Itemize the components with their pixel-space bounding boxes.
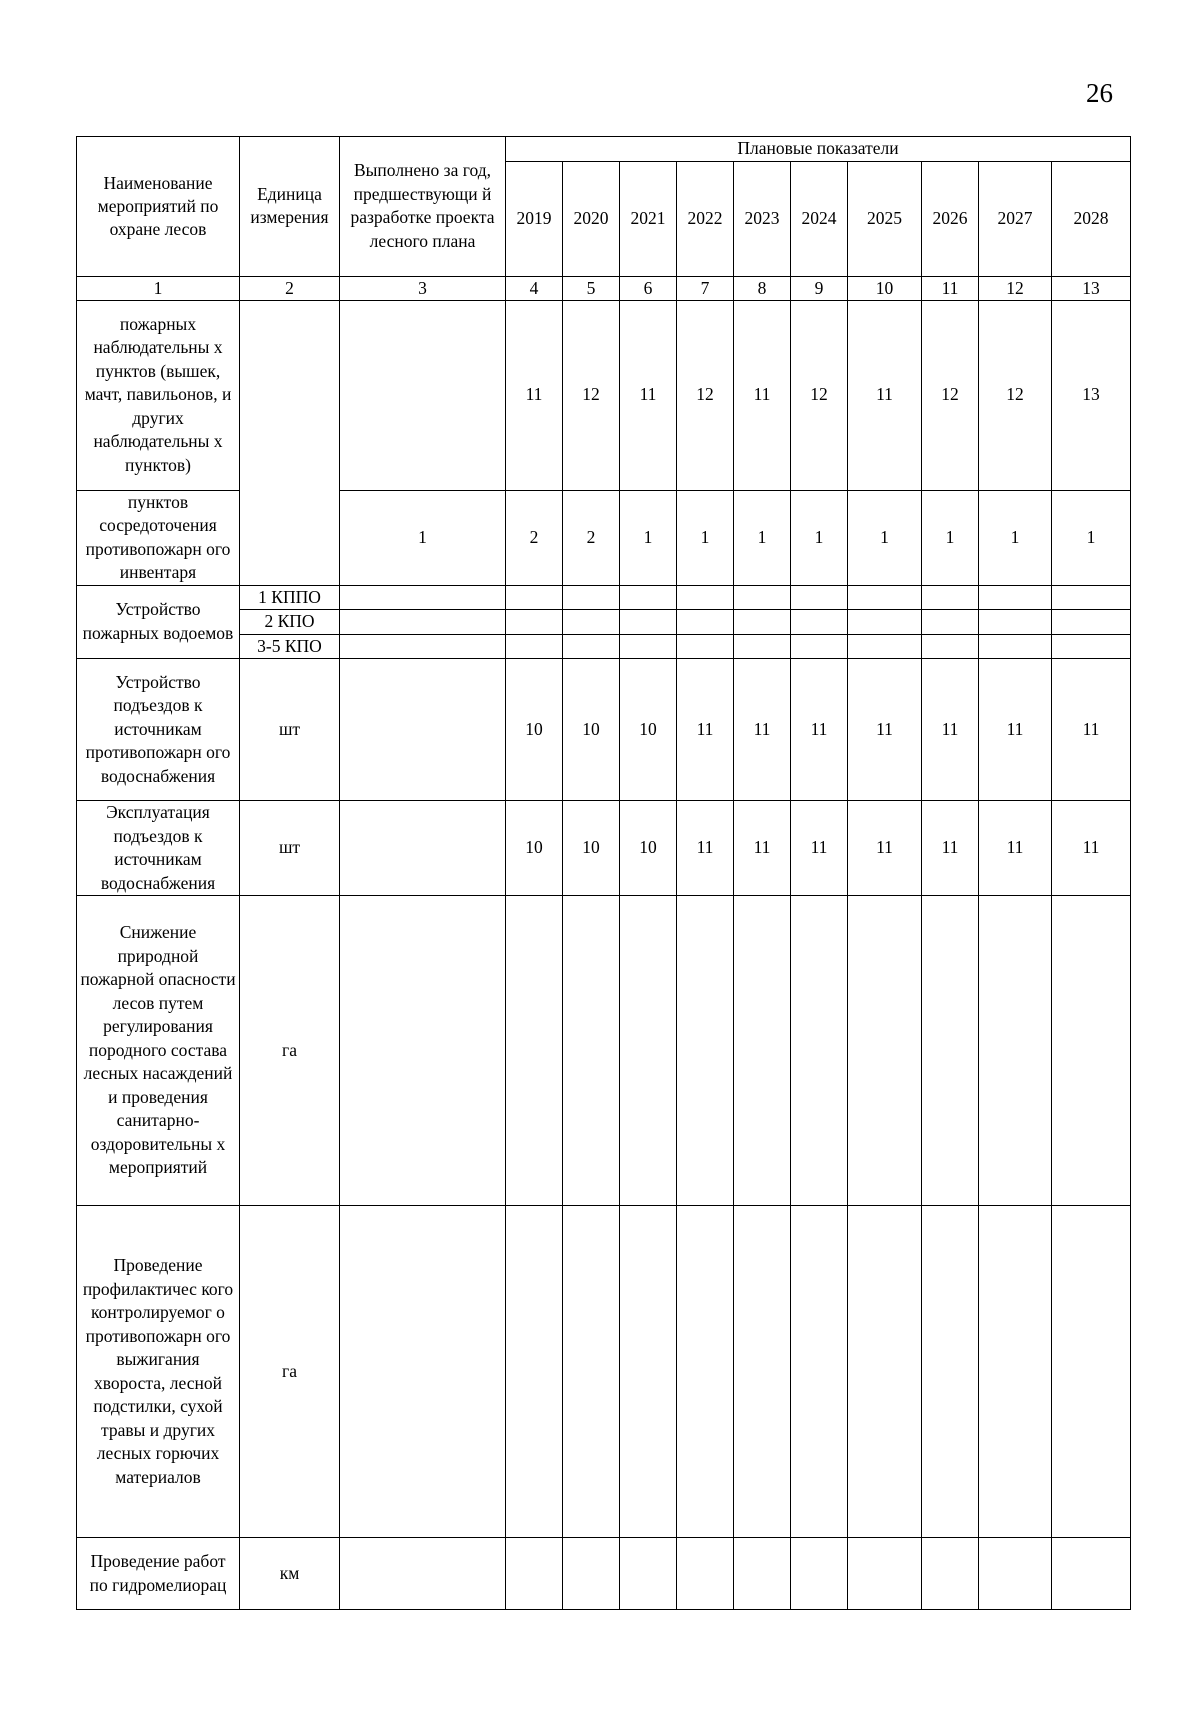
- row-value: [563, 1538, 620, 1610]
- row-value: 11: [791, 801, 848, 896]
- row-unit: га: [240, 896, 340, 1206]
- year-header: 2027: [979, 161, 1052, 276]
- empty-cell: [677, 634, 734, 659]
- column-number-row: [77, 276, 1131, 300]
- empty-cell: [979, 634, 1052, 659]
- row-value: 11: [734, 300, 791, 490]
- row-value: 11: [620, 300, 677, 490]
- empty-cell: [734, 585, 791, 610]
- row-unit: 1 КППО: [240, 585, 340, 610]
- header-name: Наименование мероприятий по охране лесов: [77, 137, 240, 277]
- empty-cell: [620, 610, 677, 635]
- empty-cell: [734, 634, 791, 659]
- empty-cell: [734, 610, 791, 635]
- row-value: 1: [791, 490, 848, 585]
- forest-protection-table: [76, 136, 1131, 1610]
- empty-cell: [620, 634, 677, 659]
- column-number: 7: [677, 276, 734, 300]
- empty-cell: [791, 610, 848, 635]
- empty-cell: [340, 634, 506, 659]
- row-value: [734, 896, 791, 1206]
- column-number: 6: [620, 276, 677, 300]
- column-number: 9: [791, 276, 848, 300]
- row-value: [620, 1206, 677, 1538]
- row-value: [1052, 1538, 1131, 1610]
- row-value: 11: [677, 801, 734, 896]
- empty-cell: [979, 610, 1052, 635]
- row-value: [979, 1206, 1052, 1538]
- empty-cell: [620, 585, 677, 610]
- row-value: 12: [979, 300, 1052, 490]
- empty-cell: [677, 610, 734, 635]
- row-value: [506, 896, 563, 1206]
- year-header: 2026: [922, 161, 979, 276]
- row-value: 12: [677, 300, 734, 490]
- page-number: 26: [1086, 78, 1113, 108]
- row-done: 1: [340, 490, 506, 585]
- row-done: [340, 801, 506, 896]
- row-value: 11: [791, 659, 848, 801]
- empty-cell: [848, 634, 922, 659]
- row-value: [563, 1206, 620, 1538]
- empty-cell: [563, 610, 620, 635]
- row-unit: шт: [240, 659, 340, 801]
- row-value: 11: [848, 659, 922, 801]
- row-name: пунктов сосредоточения противопожарн ого инвентаря: [77, 490, 240, 585]
- row-value: [848, 1206, 922, 1538]
- row-value: 11: [848, 801, 922, 896]
- row-value: 11: [848, 300, 922, 490]
- row-value: [791, 1538, 848, 1610]
- row-unit: 2 КПО: [240, 610, 340, 635]
- empty-cell: [1052, 634, 1131, 659]
- row-value: [734, 1538, 791, 1610]
- row-value: 11: [506, 300, 563, 490]
- table-row: [77, 585, 1131, 610]
- row-value: 1: [620, 490, 677, 585]
- row-value: 10: [506, 801, 563, 896]
- empty-cell: [979, 585, 1052, 610]
- empty-cell: [677, 585, 734, 610]
- year-header: 2023: [734, 161, 791, 276]
- empty-cell: [848, 610, 922, 635]
- column-number: 3: [340, 276, 506, 300]
- row-done: [340, 896, 506, 1206]
- row-value: 12: [791, 300, 848, 490]
- table-row: [77, 300, 1131, 490]
- empty-cell: [791, 585, 848, 610]
- row-value: [922, 1206, 979, 1538]
- row-value: [922, 896, 979, 1206]
- row-value: [620, 896, 677, 1206]
- empty-cell: [791, 634, 848, 659]
- column-number: 11: [922, 276, 979, 300]
- year-header: 2020: [563, 161, 620, 276]
- row-value: 10: [506, 659, 563, 801]
- row-done: [340, 1206, 506, 1538]
- row-value: [979, 1538, 1052, 1610]
- row-name: Проведение профилактичес кого контролируемог о противопожарн ого выжигания хвороста, лесной подстилки, сухой травы и других лесных горючих материалов: [77, 1206, 240, 1538]
- row-value: [734, 1206, 791, 1538]
- row-value: 10: [563, 659, 620, 801]
- row-value: 1: [677, 490, 734, 585]
- header-unit: Единица измерения: [240, 137, 340, 277]
- empty-cell: [506, 610, 563, 635]
- row-value: 11: [1052, 801, 1131, 896]
- row-value: 13: [1052, 300, 1131, 490]
- row-value: [1052, 1206, 1131, 1538]
- empty-cell: [922, 634, 979, 659]
- row-value: [620, 1538, 677, 1610]
- empty-cell: [563, 634, 620, 659]
- year-header: 2028: [1052, 161, 1131, 276]
- table-row: [77, 1538, 1131, 1610]
- year-header: 2024: [791, 161, 848, 276]
- empty-cell: [340, 585, 506, 610]
- row-value: 1: [979, 490, 1052, 585]
- row-value: [677, 1206, 734, 1538]
- row-value: 11: [734, 801, 791, 896]
- empty-cell: [506, 585, 563, 610]
- row-value: 11: [1052, 659, 1131, 801]
- row-unit: км: [240, 1538, 340, 1610]
- row-value: [791, 1206, 848, 1538]
- empty-cell: [506, 634, 563, 659]
- table-row: [77, 1206, 1131, 1538]
- row-value: 2: [563, 490, 620, 585]
- row-value: [677, 1538, 734, 1610]
- row-unit: [240, 300, 340, 585]
- year-header: 2019: [506, 161, 563, 276]
- table-row: [77, 490, 1131, 585]
- row-value: [791, 896, 848, 1206]
- column-number: 4: [506, 276, 563, 300]
- column-number: 2: [240, 276, 340, 300]
- row-name: Проведение работ по гидромелиорац: [77, 1538, 240, 1610]
- row-done: [340, 300, 506, 490]
- row-value: [1052, 896, 1131, 1206]
- row-value: [563, 896, 620, 1206]
- column-number: 10: [848, 276, 922, 300]
- row-value: 10: [620, 801, 677, 896]
- row-value: 11: [734, 659, 791, 801]
- header-row-1: [77, 137, 1131, 162]
- row-unit: 3-5 КПО: [240, 634, 340, 659]
- row-value: 11: [979, 659, 1052, 801]
- empty-cell: [1052, 610, 1131, 635]
- column-number: 1: [77, 276, 240, 300]
- table-row: [77, 801, 1131, 896]
- row-value: [506, 1206, 563, 1538]
- row-value: 1: [848, 490, 922, 585]
- row-value: [506, 1538, 563, 1610]
- row-name: Устройство пожарных водоемов: [77, 585, 240, 659]
- row-done: [340, 659, 506, 801]
- row-done: [340, 1538, 506, 1610]
- year-header: 2021: [620, 161, 677, 276]
- row-value: 1: [922, 490, 979, 585]
- year-header: 2022: [677, 161, 734, 276]
- empty-cell: [922, 585, 979, 610]
- row-value: [677, 896, 734, 1206]
- row-name: пожарных наблюдательны х пунктов (вышек, мачт, павильонов, и других наблюдательны х пунктов): [77, 300, 240, 490]
- row-value: 1: [1052, 490, 1131, 585]
- row-value: 10: [620, 659, 677, 801]
- row-unit: шт: [240, 801, 340, 896]
- empty-cell: [1052, 585, 1131, 610]
- row-name: Снижение природной пожарной опасности лесов путем регулирования породного состава лесных насаждений и проведения санитарно- оздоровительны х мероприятий: [77, 896, 240, 1206]
- column-number: 8: [734, 276, 791, 300]
- year-header: 2025: [848, 161, 922, 276]
- header-plan: Плановые показатели: [506, 137, 1131, 162]
- column-number: 12: [979, 276, 1052, 300]
- row-value: [922, 1538, 979, 1610]
- row-value: 10: [563, 801, 620, 896]
- row-value: 12: [563, 300, 620, 490]
- row-unit: га: [240, 1206, 340, 1538]
- empty-cell: [563, 585, 620, 610]
- column-number: 5: [563, 276, 620, 300]
- row-value: [848, 896, 922, 1206]
- row-value: 11: [922, 659, 979, 801]
- empty-cell: [922, 610, 979, 635]
- column-number: 13: [1052, 276, 1131, 300]
- row-value: [979, 896, 1052, 1206]
- row-value: 11: [922, 801, 979, 896]
- row-name: Устройство подъездов к источникам противопожарн ого водоснабжения: [77, 659, 240, 801]
- row-value: 2: [506, 490, 563, 585]
- row-value: 11: [677, 659, 734, 801]
- header-done: Выполнено за год, предшествующи й разработке проекта лесного плана: [340, 137, 506, 277]
- row-value: 1: [734, 490, 791, 585]
- row-name: Эксплуатация подъездов к источникам водоснабжения: [77, 801, 240, 896]
- row-value: [848, 1538, 922, 1610]
- row-value: 11: [979, 801, 1052, 896]
- empty-cell: [848, 585, 922, 610]
- empty-cell: [340, 610, 506, 635]
- row-value: 12: [922, 300, 979, 490]
- table-row: [77, 659, 1131, 801]
- table-row: [77, 896, 1131, 1206]
